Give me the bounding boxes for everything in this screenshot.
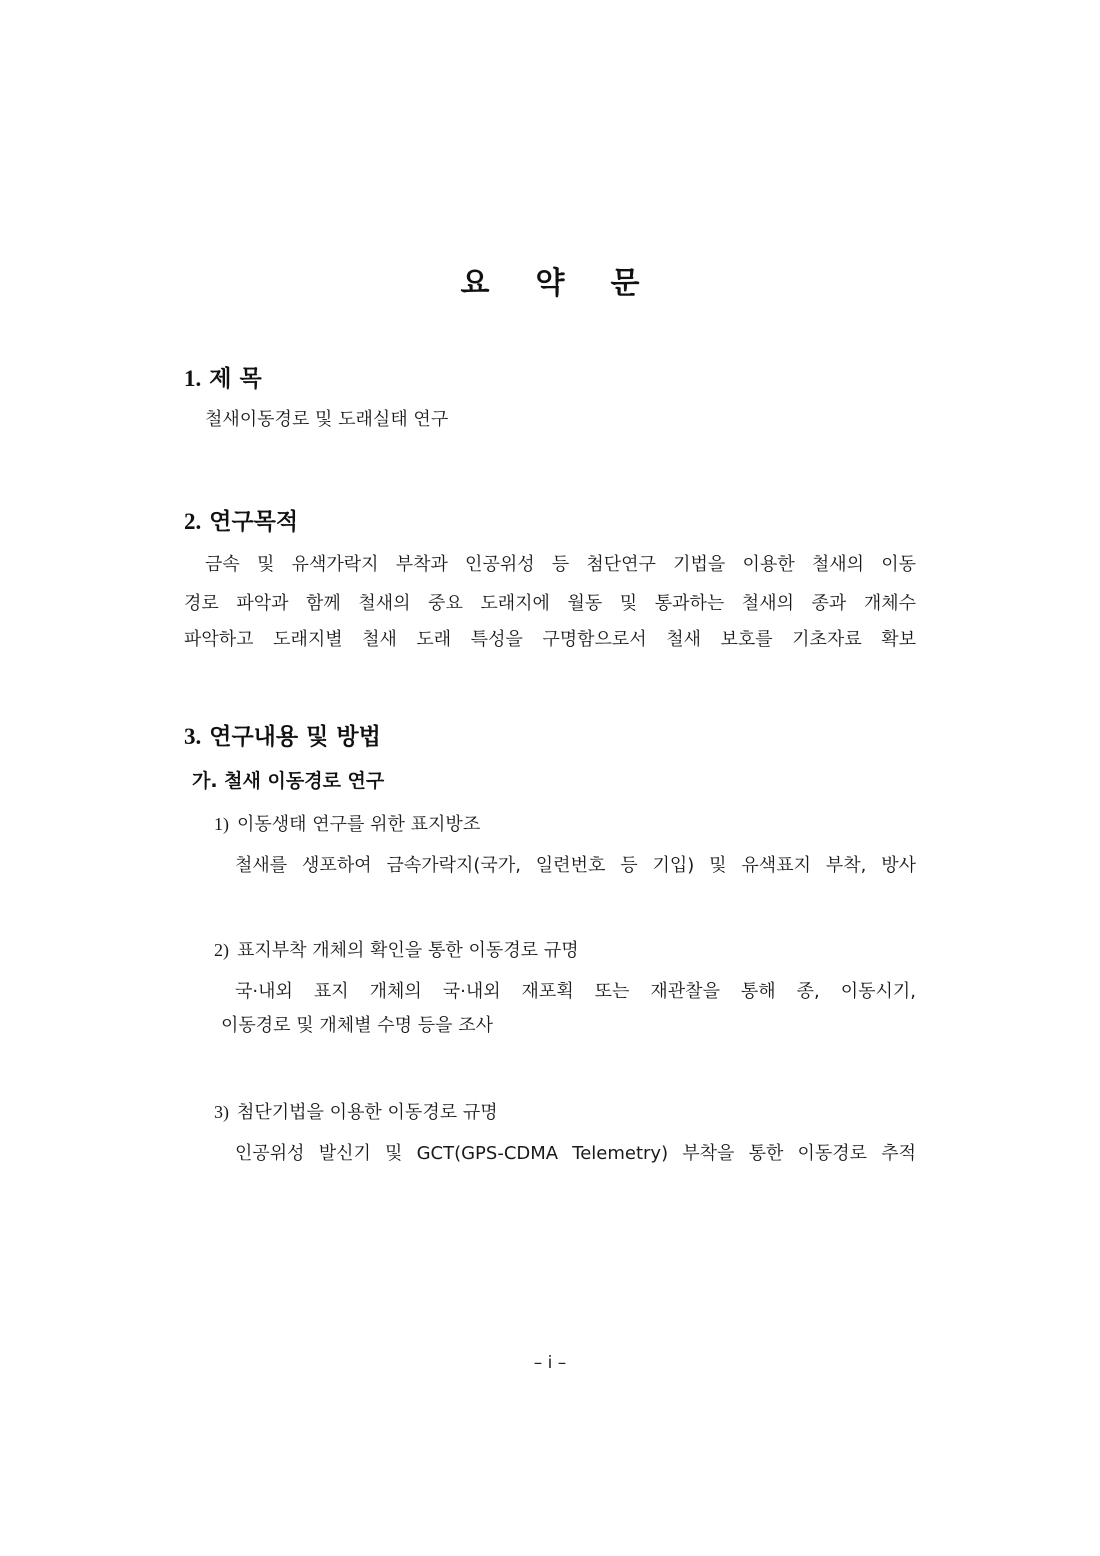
item-3-label: 첨단기법을 이용한 이동경로 규명 (237, 1102, 498, 1123)
section-2-heading (184, 503, 298, 536)
item-3-heading (214, 1098, 498, 1124)
section-2-line-2: 경로 파악과 함께 철새의 중요 도래지에 월동 및 통과하는 철새의 종과 개체수 (184, 593, 916, 614)
page-title (0, 258, 1100, 302)
item-2-line-1: 국·내외 표지 개체의 국·내외 재포획 또는 재관찰을 통해 종, 이동시기, (235, 981, 916, 1002)
section-2-line-3: 파악하고 도래지별 철새 도래 특성을 구명함으로서 철새 보호를 기초자료 확보 (184, 629, 916, 650)
section-1-title: 제 목 (209, 366, 262, 392)
item-1-heading (214, 810, 480, 836)
section-3-heading (184, 718, 381, 751)
section-3-number: 3. (184, 724, 202, 749)
title-char-3: 문 (610, 266, 640, 301)
section-2-title: 연구목적 (209, 509, 299, 535)
item-2-label: 표지부착 개체의 확인을 통한 이동경로 규명 (237, 940, 579, 961)
title-char-1: 요 (460, 266, 490, 301)
item-2-heading (214, 936, 579, 962)
section-1-number: 1. (184, 366, 202, 391)
item-3-number: 3) (214, 1102, 229, 1122)
section-1-heading (184, 360, 262, 393)
section-3-title: 연구내용 및 방법 (209, 724, 381, 750)
section-3-subheading: 가. 철새 이동경로 연구 (192, 770, 385, 792)
item-1-label: 이동생태 연구를 위한 표지방조 (237, 814, 481, 835)
item-3-line-1: 인공위성 발신기 및 GCT(GPS-CDMA Telemetry) 부착을 통한 이동경로 추적 (235, 1143, 916, 1164)
item-1-number: 1) (214, 814, 229, 834)
section-2-line-1: 금속 및 유색가락지 부착과 인공위성 등 첨단연구 기법을 이용한 철새의 이동 (205, 554, 916, 575)
title-char-2: 약 (535, 266, 565, 301)
item-2-line-2: 이동경로 및 개체별 수명 등을 조사 (221, 1015, 494, 1036)
item-1-line-1: 철새를 생포하여 금속가락지(국가, 일련번호 등 기입) 및 유색표지 부착, 방사 (235, 855, 916, 876)
page-number: – i – (533, 1353, 567, 1373)
section-2-number: 2. (184, 509, 202, 534)
section-1-body: 철새이동경로 및 도래실태 연구 (205, 409, 449, 430)
item-2-number: 2) (214, 940, 229, 960)
